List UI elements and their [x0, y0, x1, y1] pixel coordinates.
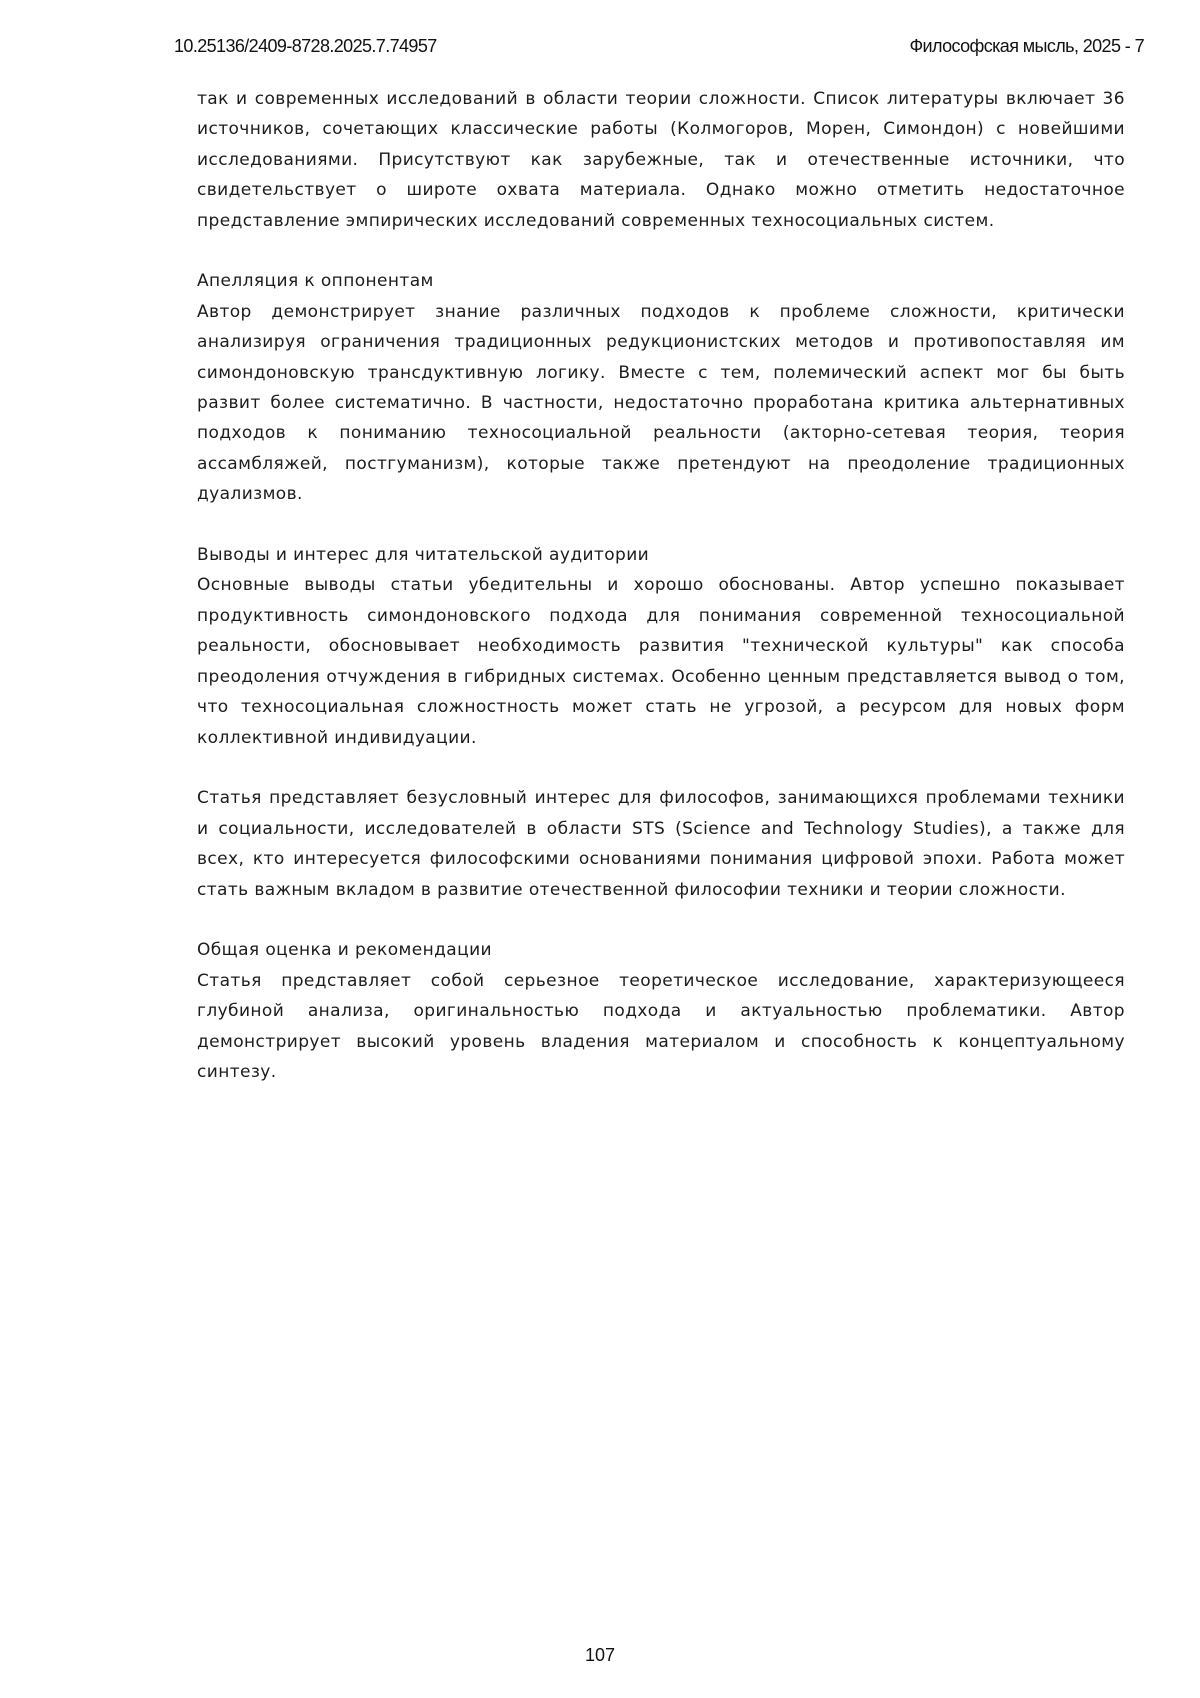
- doi-label: 10.25136/2409-8728.2025.7.74957: [174, 36, 437, 56]
- block-audience-interest: [197, 783, 1125, 905]
- page-header: [174, 36, 1144, 60]
- block-overall-assessment: [197, 935, 1125, 1087]
- paragraph-opponents: Автор демонстрирует знание различных подходов к проблеме сложности, критически анализируя ограничения традиционных редукционистских методов и противопоставляя им симондоновскую трансдуктивную логику. Вместе с тем, полемический аспект мог бы быть развит более систематично. В частности, недостаточно проработана критика альтернативных подходов к пониманию техносоциальной реальности (акторно-сетевая теория, теория ассамбляжей, постгуманизм), которые также претендуют на преодоление традиционных дуализмов.: [197, 301, 1125, 505]
- page-number: 107: [584, 1645, 616, 1665]
- section-heading-overall-assessment: Общая оценка и рекомендации: [197, 940, 492, 961]
- block-literature-continuation: [197, 84, 1125, 236]
- paragraph-conclusions: Основные выводы статьи убедительны и хорошо обоснованы. Автор успешно показывает продуктивность симондоновского подхода для понимания современной техносоциальной реальности, обосновывает необходимость развития "технической культуры" как способа преодоления отчуждения в гибридных системах. Особенно ценным представляется вывод о том, что техносоциальная сложностность может стать не угрозой, а ресурсом для новых форм коллективной индивидуации.: [197, 575, 1125, 748]
- paragraph-overall-assessment: Статья представляет собой серьезное теоретическое исследование, характеризующееся глубиной анализа, оригинальностью подхода и актуальностью проблематики. Автор демонстрирует высокий уровень владения материалом и способность к концептуальному синтезу.: [197, 970, 1125, 1082]
- block-conclusions: [197, 540, 1125, 753]
- paragraph-audience-interest: Статья представляет безусловный интерес для философов, занимающихся проблемами техники и социальности, исследователей в области STS (Science and Technology Studies), а также для всех, кто интересуется философскими основаниями понимания цифровой эпохи. Работа может стать важным вкладом в развитие отечественной философии техники и теории сложности.: [197, 788, 1125, 900]
- section-heading-opponents: Апелляция к оппонентам: [197, 271, 434, 292]
- document-body: [197, 84, 1125, 1118]
- block-opponents: [197, 266, 1125, 509]
- section-heading-conclusions: Выводы и интерес для читательской аудитории: [197, 545, 650, 566]
- paragraph-literature: так и современных исследований в области теории сложности. Список литературы включает 36 источников, сочетающих классические работы (Колмогоров, Морен, Симондон) с новейшими исследованиями. Присутствуют как зарубежные, так и отечественные источники, что свидетельствует о широте охвата материала. Однако можно отметить недостаточное представление эмпирических исследований современных техносоциальных систем.: [197, 89, 1125, 231]
- journal-issue-label: Философская мысль, 2025 - 7: [909, 36, 1144, 56]
